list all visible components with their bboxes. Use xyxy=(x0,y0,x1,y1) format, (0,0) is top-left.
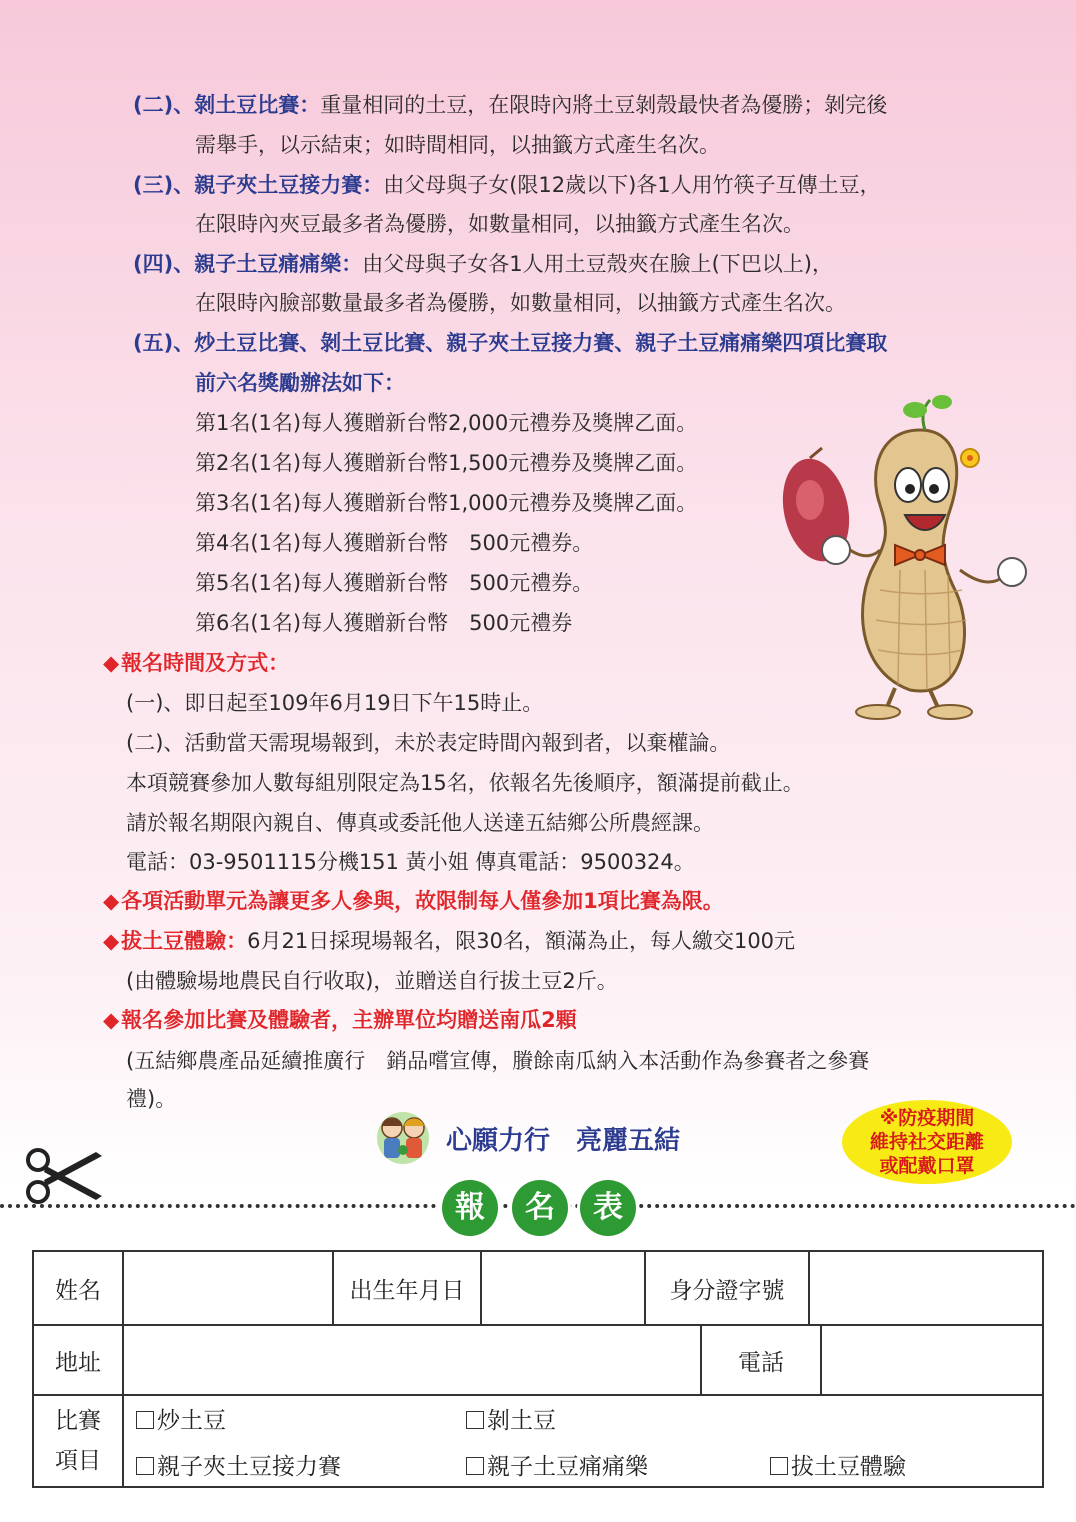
events-label-line-1: 比賽 xyxy=(55,1408,101,1434)
prize-3: 第3名(1名)每人獲贈新台幣1,000元禮券及獎牌乙面。 xyxy=(195,491,698,515)
form-title-char-2: 名 xyxy=(512,1180,568,1236)
epidemic-notice-line-2: 維持社交距離 xyxy=(869,1131,984,1153)
epidemic-notice-badge xyxy=(842,1100,1012,1184)
rule-2-line1 xyxy=(133,90,887,120)
event-option-label: 拔土豆體驗 xyxy=(791,1454,906,1480)
checkbox-icon[interactable] xyxy=(770,1457,788,1475)
event-option-label: 親子土豆痛痛樂 xyxy=(487,1454,648,1480)
slogan-text: 心願力行 亮麗五結 xyxy=(446,1126,681,1156)
prize-2: 第2名(1名)每人獲贈新台幣1,500元禮券及獎牌乙面。 xyxy=(195,451,698,475)
form-title-char-1: 報 xyxy=(442,1180,498,1236)
rule-3-text: 由父母與子女(限12歲以下)各1人用竹筷子互傳土豆， xyxy=(383,173,881,197)
gift-heading-text: 報名參加比賽及體驗者，主辦單位均贈送南瓜2顆 xyxy=(121,1008,577,1032)
form-row-events xyxy=(33,1395,1043,1487)
events-options xyxy=(123,1395,1043,1487)
id-label: 身分證字號 xyxy=(645,1251,809,1325)
registration-line-3: 本項競賽參加人數每組別限定為15名，依報名先後順序，額滿提前截止。 xyxy=(126,771,804,795)
rule-5-line2: 前六名獎勵辦法如下： xyxy=(195,371,405,395)
rule-4-text: 由父母與子女各1人用土豆殼夾在臉上(下巴以上)， xyxy=(362,252,833,276)
rule-4-line1 xyxy=(133,249,833,279)
rule-5-line1: (五)、炒土豆比賽、剝土豆比賽、親子夾土豆接力賽、親子土豆痛痛樂四項比賽取 xyxy=(133,331,888,355)
prize-4: 第4名(1名)每人獲贈新台幣 500元禮券。 xyxy=(195,531,594,555)
registration-form-table-row2 xyxy=(32,1324,1044,1396)
gift-heading xyxy=(103,1005,577,1035)
rule-2-line2: 需舉手，以示結束；如時間相同，以抽籤方式產生名次。 xyxy=(195,133,720,157)
rule-3-line2: 在限時內夾豆最多者為優勝，如數量相同，以抽籤方式產生名次。 xyxy=(195,212,804,236)
rule-2-heading: (二)、剝土豆比賽： xyxy=(133,93,321,117)
birth-field[interactable] xyxy=(481,1251,645,1325)
registration-line-2: (二)、活動當天需現場報到，未於表定時間內報到者，以棄權論。 xyxy=(126,731,731,755)
rule-3-heading: (三)、親子夾土豆接力賽： xyxy=(133,173,384,197)
experience-line2: (由體驗場地農民自行收取)，並贈送自行拔土豆2斤。 xyxy=(126,969,618,993)
prize-5: 第5名(1名)每人獲贈新台幣 500元禮券。 xyxy=(195,571,594,595)
rule-4-line2: 在限時內臉部數量最多者為優勝，如數量相同，以抽籤方式產生名次。 xyxy=(195,291,846,315)
event-option-pulling-experience[interactable] xyxy=(770,1448,906,1481)
limit-notice-text: 各項活動單元為讓更多人參與，故限制每人僅參加1項比賽為限。 xyxy=(121,889,724,913)
form-row-address xyxy=(33,1325,1043,1395)
name-label: 姓名 xyxy=(33,1251,123,1325)
checkbox-icon[interactable] xyxy=(136,1457,154,1475)
checkbox-icon[interactable] xyxy=(466,1457,484,1475)
phone-field[interactable] xyxy=(821,1325,1043,1395)
birth-label: 出生年月日 xyxy=(333,1251,481,1325)
experience-heading: 拔土豆體驗： xyxy=(121,929,248,953)
events-label xyxy=(33,1395,123,1487)
address-label: 地址 xyxy=(33,1325,123,1395)
event-option-stir-fry[interactable] xyxy=(136,1402,226,1435)
rule-4-heading: (四)、親子土豆痛痛樂： xyxy=(133,252,363,276)
rule-2-text: 重量相同的土豆，在限時內將土豆剝殼最快者為優勝；剝完後 xyxy=(320,93,888,117)
limit-notice xyxy=(103,886,724,916)
events-label-line-2: 項目 xyxy=(55,1448,101,1474)
name-field[interactable] xyxy=(123,1251,333,1325)
form-title-char-3: 表 xyxy=(580,1180,636,1236)
event-option-shelling[interactable] xyxy=(466,1402,556,1435)
prize-1: 第1名(1名)每人獲贈新台幣2,000元禮券及獎牌乙面。 xyxy=(195,411,698,435)
epidemic-notice-line-1: ※防疫期間 xyxy=(879,1107,975,1129)
diamond-bullet-icon: ◆ xyxy=(103,889,120,913)
prize-6: 第6名(1名)每人獲贈新台幣 500元禮券 xyxy=(195,611,573,635)
gift-line-2: 禮)。 xyxy=(126,1087,177,1111)
registration-form-table-row3 xyxy=(32,1394,1044,1488)
event-option-label: 剝土豆 xyxy=(487,1408,556,1434)
experience-text: 6月21日採現場報名，限30名，額滿為止，每人繳交100元 xyxy=(247,929,796,953)
registration-heading-text: 報名時間及方式： xyxy=(121,651,290,675)
rule-3-line1 xyxy=(133,170,881,200)
event-option-label: 親子夾土豆接力賽 xyxy=(157,1454,341,1480)
diamond-bullet-icon: ◆ xyxy=(103,1008,120,1032)
wujie-kids-logo-icon xyxy=(368,1106,438,1166)
registration-form-table xyxy=(32,1250,1044,1326)
id-field[interactable] xyxy=(809,1251,1043,1325)
checkbox-icon[interactable] xyxy=(136,1411,154,1429)
registration-line-4: 請於報名期限內親自、傳真或委託他人送達五結鄉公所農經課。 xyxy=(126,811,714,835)
registration-heading xyxy=(103,648,289,678)
form-row-name xyxy=(33,1251,1043,1325)
peanut-mascot-illustration xyxy=(770,390,1040,720)
epidemic-notice-line-3: 或配戴口罩 xyxy=(879,1155,975,1177)
slogan xyxy=(368,1106,681,1166)
gift-line-1: (五結鄉農產品延續推廣行 銷品嚐宣傳，賸餘南瓜納入本活動作為參賽者之參賽 xyxy=(126,1049,870,1073)
phone-label: 電話 xyxy=(701,1325,821,1395)
event-option-label: 炒土豆 xyxy=(157,1408,226,1434)
event-option-relay[interactable] xyxy=(136,1448,341,1481)
scissors-icon xyxy=(22,1146,106,1206)
registration-line-5: 電話：03-9501115分機151 黃小姐 傳真電話：9500324。 xyxy=(126,850,695,874)
address-field[interactable] xyxy=(123,1325,701,1395)
diamond-bullet-icon: ◆ xyxy=(103,929,120,953)
experience-line1 xyxy=(103,926,795,956)
registration-line-1: (一)、即日起至109年6月19日下午15時止。 xyxy=(126,691,544,715)
event-option-face-pinch[interactable] xyxy=(466,1448,648,1481)
checkbox-icon[interactable] xyxy=(466,1411,484,1429)
diamond-bullet-icon: ◆ xyxy=(103,651,120,675)
